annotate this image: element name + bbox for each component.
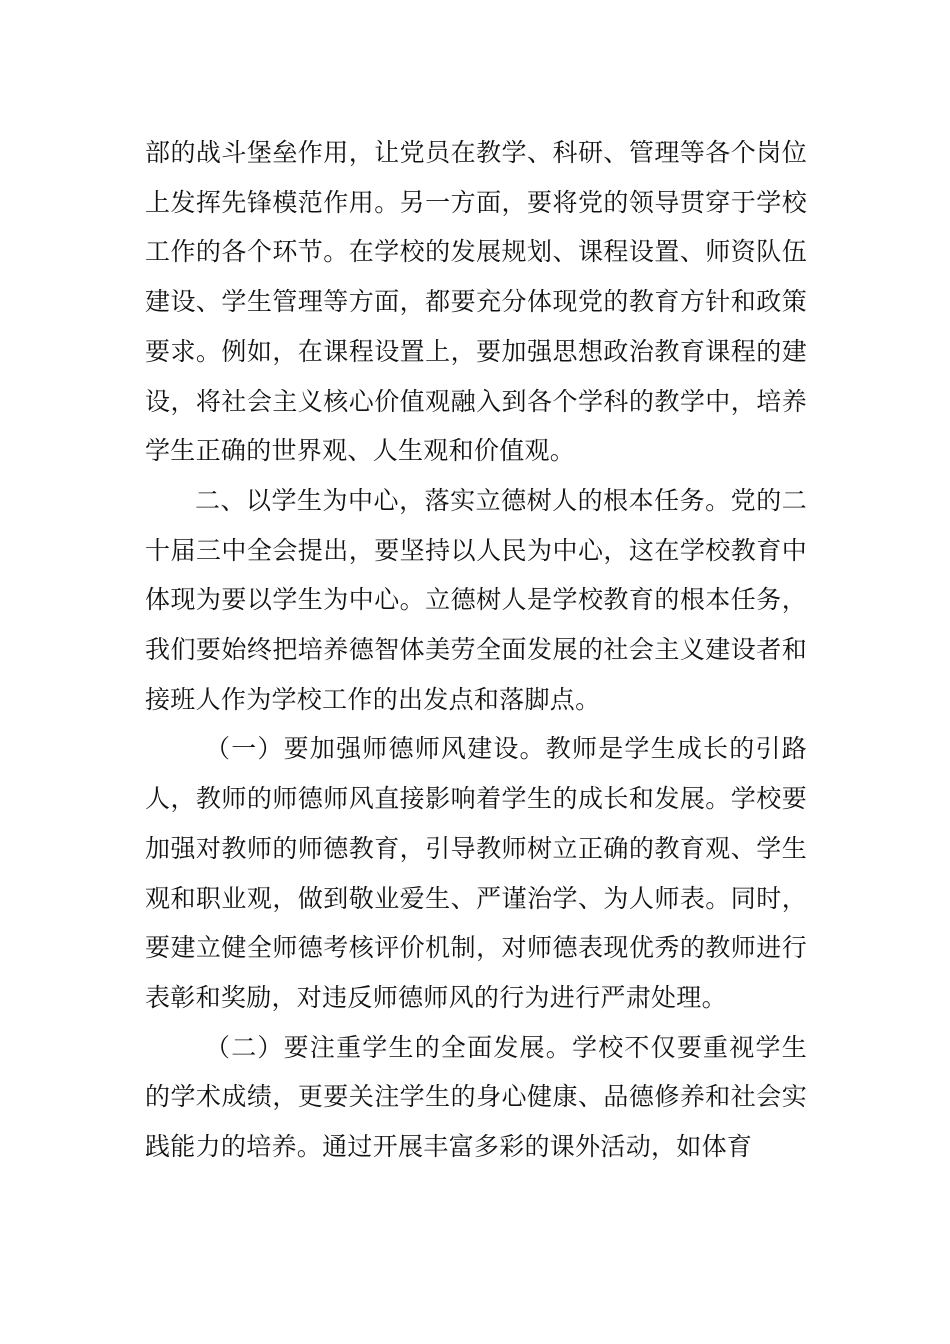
document-body <box>145 128 807 1172</box>
paragraph-item-two: （二）要注重学生的全面发展。学校不仅要重视学生的学术成绩，更要关注学生的身心健康、品德修养和社会实践能力的培养。通过开展丰富多彩的课外活动，如体育 <box>145 1032 807 1162</box>
paragraph-continuation: 部的战斗堡垒作用，让党员在教学、科研、管理等各个岗位上发挥先锋模范作用。另一方面，要将党的领导贯穿于学校工作的各个环节。在学校的发展规划、课程设置、师资队伍建设、学生管理等方面，都要充分体现党的教育方针和政策要求。例如，在课程设置上，要加强思想政治教育课程的建设，将社会主义核心价值观融入到各个学科的教学中，培养学生正确的世界观、人生观和价值观。 <box>145 138 807 466</box>
paragraph-item-one: （一）要加强师德师风建设。教师是学生成长的引路人，教师的师德师风直接影响着学生的成长和发展。学校要加强对教师的师德教育，引导教师树立正确的教育观、学生观和职业观，做到敬业爱生、严谨治学、为人师表。同时，要建立健全师德考核评价机制，对师德表现优秀的教师进行表彰和奖励，对违反师德师风的行为进行严肃处理。 <box>145 734 807 1012</box>
paragraph-section-two: 二、以学生为中心，落实立德树人的根本任务。党的二十届三中全会提出，要坚持以人民为中心，这在学校教育中体现为要以学生为中心。立德树人是学校教育的根本任务，我们要始终把培养德智体美劳全面发展的社会主义建设者和接班人作为学校工作的出发点和落脚点。 <box>145 485 807 714</box>
